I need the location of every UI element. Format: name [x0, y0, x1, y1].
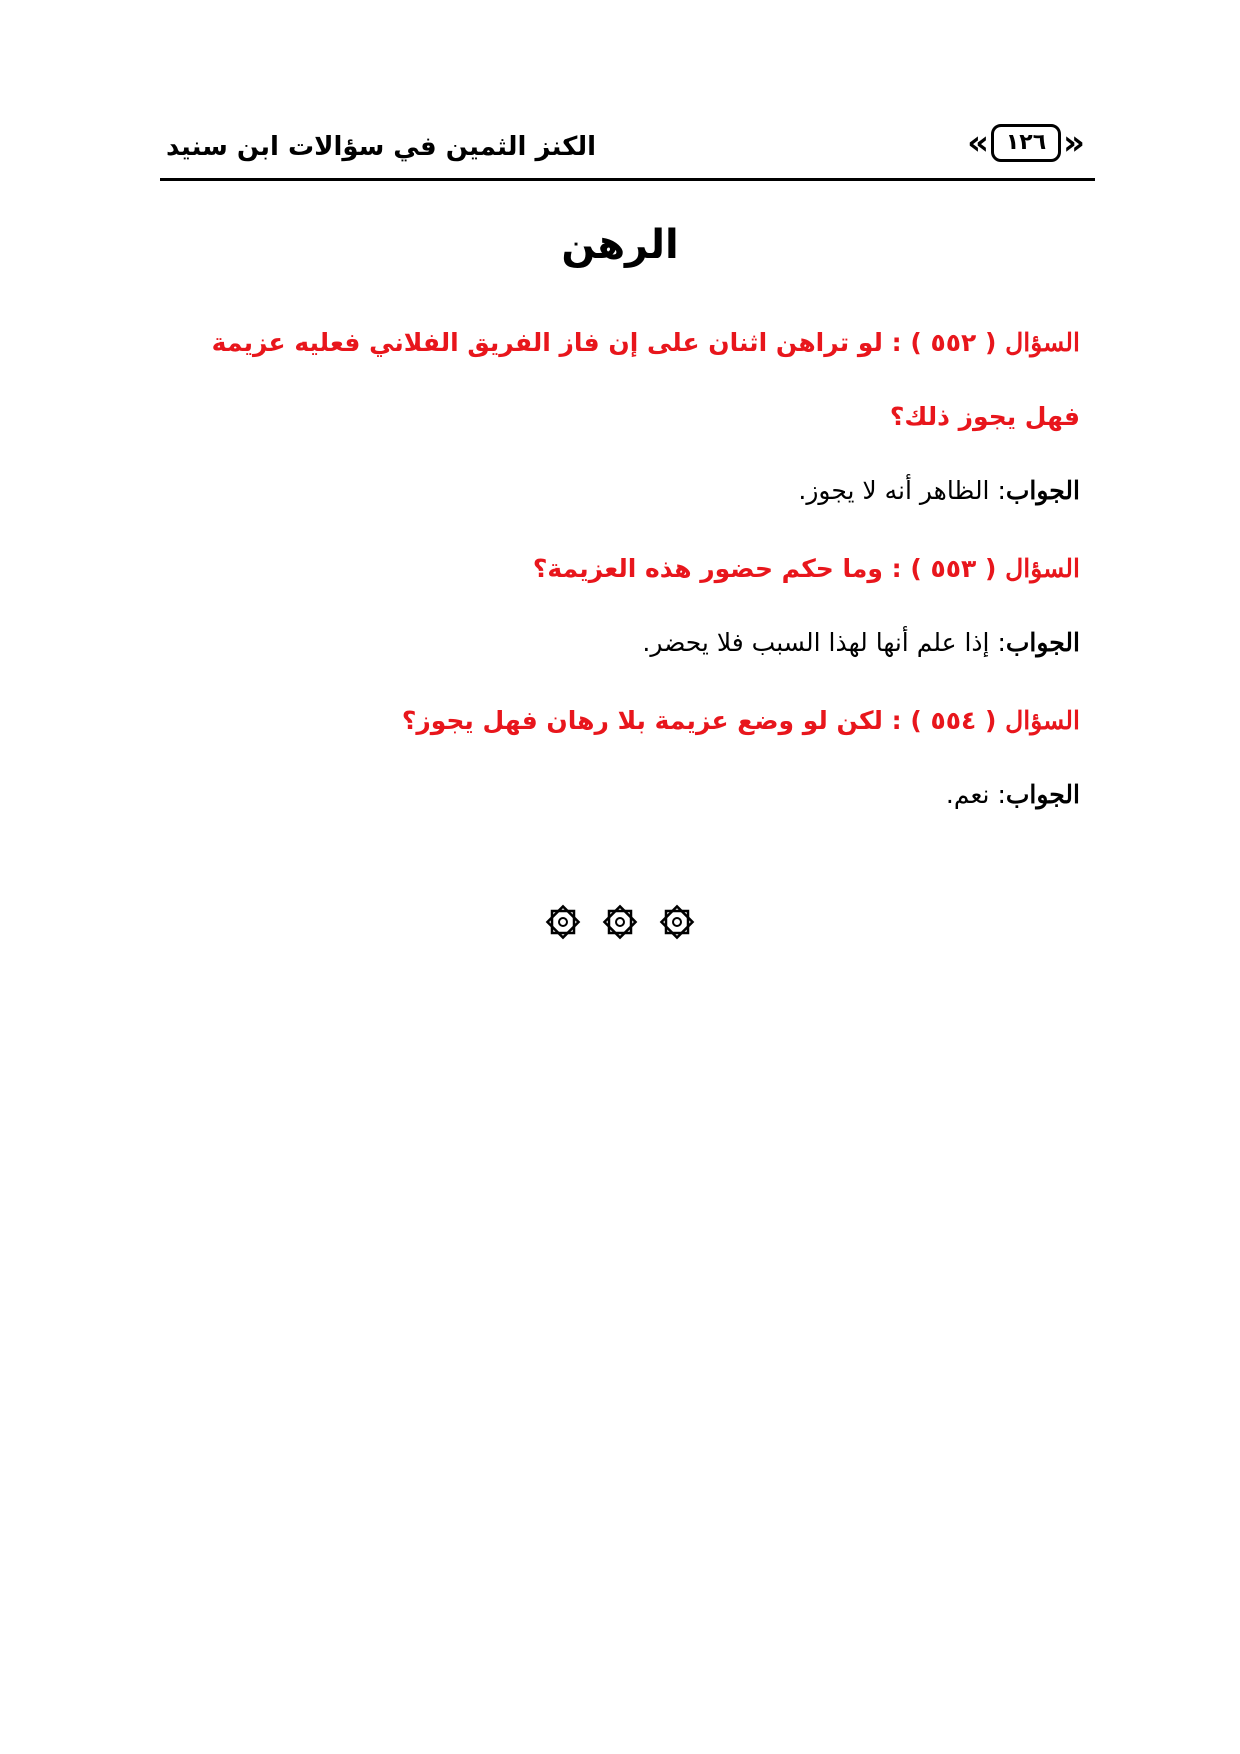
book-title: الكنز الثمين في سؤالات ابن سنيد: [166, 132, 597, 162]
question-label: السؤال: [1005, 554, 1080, 583]
answer: [160, 454, 1080, 528]
section-title: الرهن: [561, 222, 679, 268]
star-ornament-icon: [545, 904, 581, 940]
answer-label: الجواب: [1005, 628, 1080, 657]
question-text: ( ٥٥٣ ) : وما حكم حضور هذه العزيمة؟: [532, 554, 1006, 583]
answer-text: : إذا علم أنها لهذا السبب فلا يحضر.: [642, 628, 1006, 657]
answer: [160, 758, 1080, 832]
question: [160, 532, 1080, 606]
page-header: [160, 118, 1095, 181]
page-number: ١٢٦: [991, 124, 1061, 162]
question: [160, 684, 1080, 758]
left-bracket-icon: «: [967, 123, 990, 163]
qa-entry: [160, 532, 1080, 680]
answer-text: : الظاهر أنه لا يجوز.: [798, 476, 1006, 505]
answer-label: الجواب: [1005, 476, 1080, 505]
question-label: السؤال: [1005, 328, 1080, 357]
qa-content: [160, 306, 1080, 836]
question-text: ( ٥٥٤ ) : لكن لو وضع عزيمة بلا رهان فهل يجوز؟: [401, 706, 1006, 735]
qa-entry: [160, 684, 1080, 832]
star-ornament-icon: [602, 904, 638, 940]
answer-text: : نعم.: [945, 780, 1006, 809]
question: [160, 306, 1080, 454]
section-divider: [0, 904, 1240, 940]
page-number-box: [967, 124, 1085, 162]
right-bracket-icon: »: [1063, 123, 1085, 163]
question-label: السؤال: [1005, 706, 1080, 735]
question-text: ( ٥٥٢ ) : لو تراهن اثنان على إن فاز الفريق الفلاني فعليه عزيمة فهل يجوز ذلك؟: [211, 328, 1080, 431]
answer: [160, 606, 1080, 680]
answer-label: الجواب: [1005, 780, 1080, 809]
qa-entry: [160, 306, 1080, 528]
star-ornament-icon: [659, 904, 695, 940]
